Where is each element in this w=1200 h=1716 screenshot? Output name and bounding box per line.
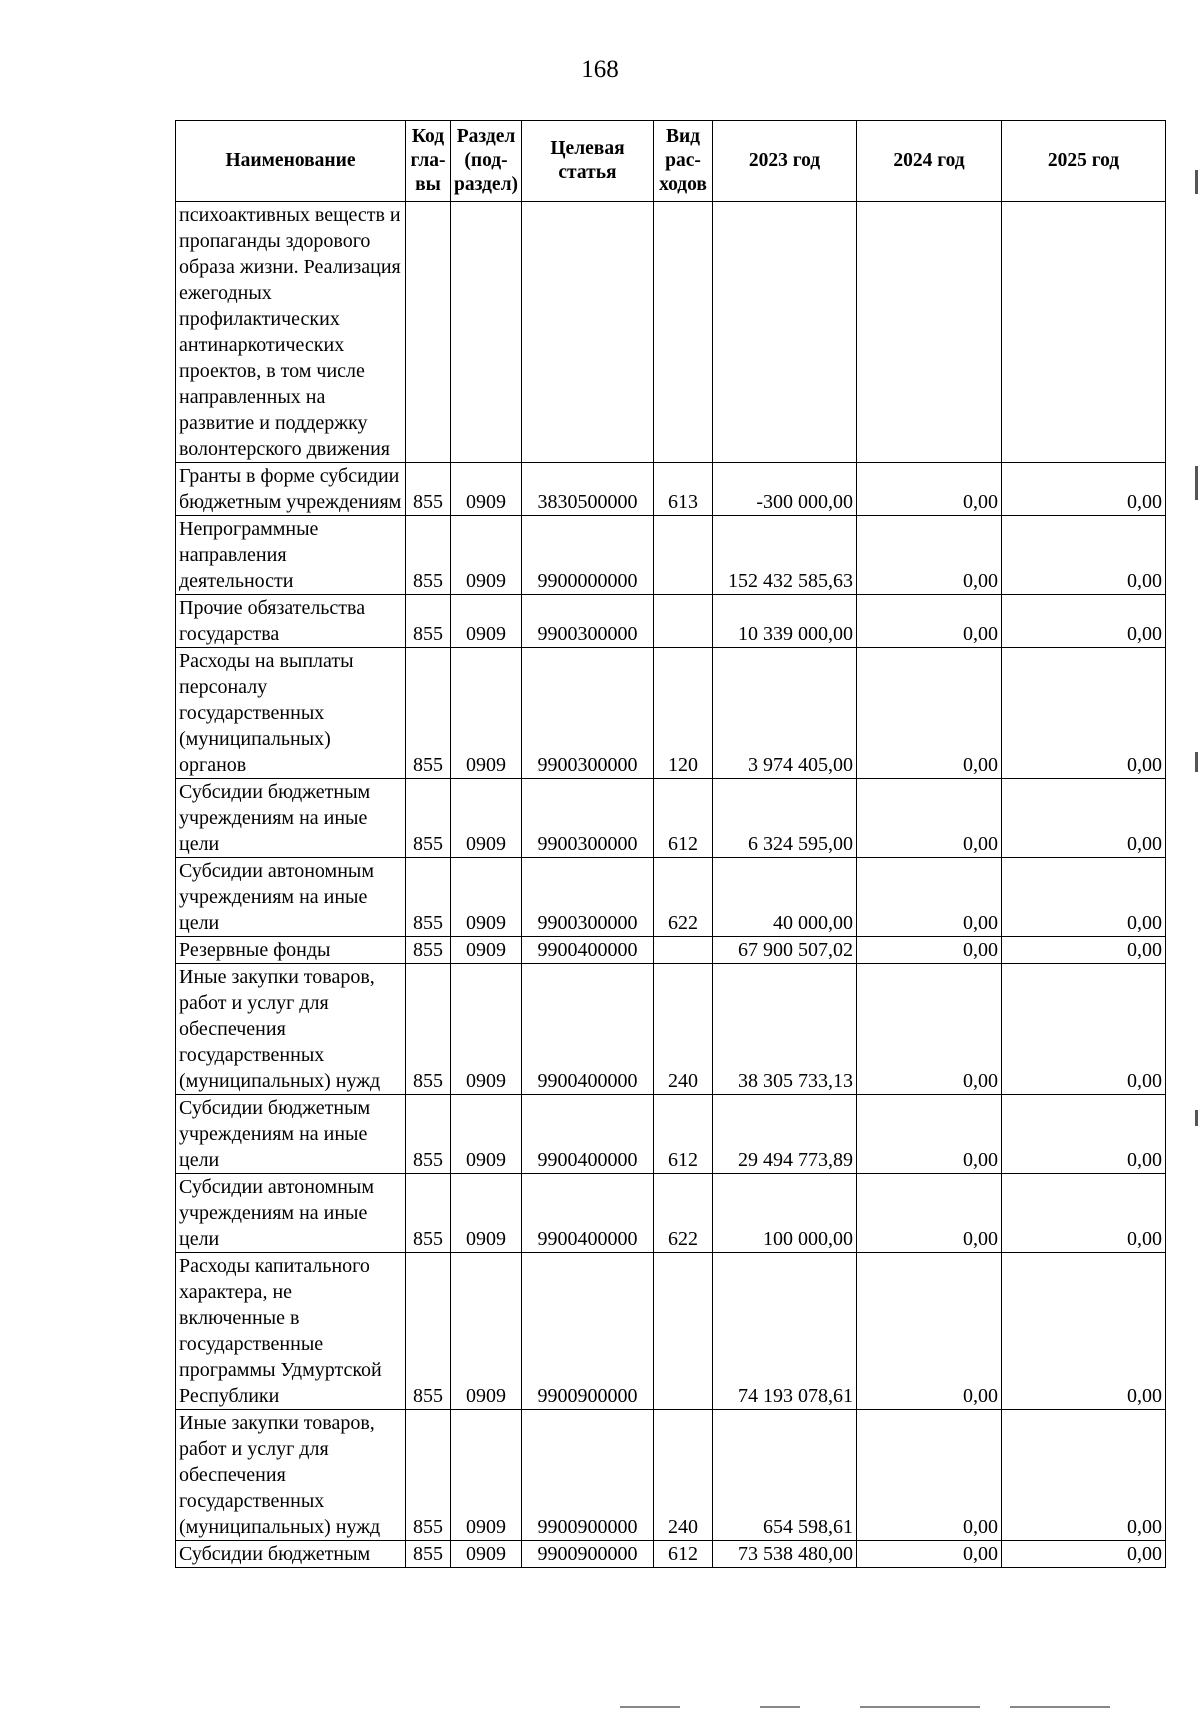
scan-artifact <box>1010 1706 1110 1708</box>
table-header-row <box>176 121 1166 202</box>
cell-target: 9900900000 <box>522 1410 654 1541</box>
cell-name: Иные закупки товаров, работ и услуг для обеспечения государственных (муниципальных) нужд <box>176 964 406 1095</box>
cell-2024: 0,00 <box>857 937 1002 964</box>
cell-2025: 0,00 <box>1002 516 1166 595</box>
cell-2024: 0,00 <box>857 964 1002 1095</box>
cell-kind: 120 <box>654 648 713 779</box>
cell-target: 9900300000 <box>522 648 654 779</box>
cell-section: 0909 <box>451 463 522 516</box>
cell-name: Субсидии автономным учреждениям на иные цели <box>176 1174 406 1253</box>
cell-section: 0909 <box>451 1410 522 1541</box>
cell-kind: 612 <box>654 1541 713 1568</box>
cell-name: Резервные фонды <box>176 937 406 964</box>
cell-2025: 0,00 <box>1002 964 1166 1095</box>
cell-code: 855 <box>406 1541 451 1568</box>
cell-section: 0909 <box>451 648 522 779</box>
cell-2024: 0,00 <box>857 858 1002 937</box>
cell-2023: 73 538 480,00 <box>713 1541 857 1568</box>
header-code: Код гла-вы <box>406 121 451 202</box>
cell-name: Иные закупки товаров, работ и услуг для обеспечения государственных (муниципальных) нужд <box>176 1410 406 1541</box>
cell-section: 0909 <box>451 779 522 858</box>
cell-kind: 612 <box>654 1095 713 1174</box>
cell-code: 855 <box>406 463 451 516</box>
cell-name: Субсидии бюджетным учреждениям на иные цели <box>176 779 406 858</box>
header-2025: 2025 год <box>1002 121 1166 202</box>
cell-2025: 0,00 <box>1002 937 1166 964</box>
header-2023: 2023 год <box>713 121 857 202</box>
cell-target: 9900400000 <box>522 937 654 964</box>
cell-kind: 240 <box>654 1410 713 1541</box>
cell-code: 855 <box>406 1410 451 1541</box>
cell-section: 0909 <box>451 1253 522 1410</box>
cell-name: психоактивных веществ и пропаганды здорового образа жизни. Реализация ежегодных профилактических антинаркотических проектов, в том числе направленных на развитие и поддержку волонтерского движения <box>176 202 406 463</box>
table-row <box>176 1095 1166 1174</box>
cell-kind: 622 <box>654 1174 713 1253</box>
cell-2024: 0,00 <box>857 1541 1002 1568</box>
table-row <box>176 1174 1166 1253</box>
cell-2025: 0,00 <box>1002 1541 1166 1568</box>
table-row <box>176 779 1166 858</box>
table-row <box>176 1253 1166 1410</box>
cell-2023: 38 305 733,13 <box>713 964 857 1095</box>
cell-2025: 0,00 <box>1002 595 1166 648</box>
cell-2025: 0,00 <box>1002 779 1166 858</box>
cell-code: 855 <box>406 964 451 1095</box>
cell-2023: 29 494 773,89 <box>713 1095 857 1174</box>
header-kind: Вид рас-ходов <box>654 121 713 202</box>
cell-code: 855 <box>406 937 451 964</box>
cell-kind <box>654 1253 713 1410</box>
cell-kind <box>654 202 713 463</box>
cell-code: 855 <box>406 1174 451 1253</box>
scan-artifact <box>760 1706 800 1708</box>
cell-target: 9900400000 <box>522 1095 654 1174</box>
cell-section: 0909 <box>451 964 522 1095</box>
cell-target: 9900300000 <box>522 858 654 937</box>
cell-2024: 0,00 <box>857 648 1002 779</box>
table-row <box>176 1541 1166 1568</box>
cell-2023: 654 598,61 <box>713 1410 857 1541</box>
cell-kind: 240 <box>654 964 713 1095</box>
cell-section: 0909 <box>451 937 522 964</box>
cell-2024: 0,00 <box>857 463 1002 516</box>
cell-kind <box>654 516 713 595</box>
cell-name: Расходы на выплаты персоналу государственных (муниципальных) органов <box>176 648 406 779</box>
cell-name: Прочие обязательства государства <box>176 595 406 648</box>
cell-target: 9900300000 <box>522 595 654 648</box>
cell-code: 855 <box>406 1095 451 1174</box>
header-section: Раздел (под-раздел) <box>451 121 522 202</box>
cell-2025: 0,00 <box>1002 858 1166 937</box>
scan-edge-mark <box>1195 1110 1198 1126</box>
cell-2024: 0,00 <box>857 1174 1002 1253</box>
cell-code: 855 <box>406 1253 451 1410</box>
cell-2025: 0,00 <box>1002 1174 1166 1253</box>
cell-2023 <box>713 202 857 463</box>
cell-code: 855 <box>406 779 451 858</box>
table-row <box>176 648 1166 779</box>
cell-2024: 0,00 <box>857 779 1002 858</box>
cell-2025: 0,00 <box>1002 1253 1166 1410</box>
cell-section: 0909 <box>451 595 522 648</box>
page-number: 168 <box>581 56 619 83</box>
cell-2024: 0,00 <box>857 1253 1002 1410</box>
cell-section: 0909 <box>451 1174 522 1253</box>
cell-name: Гранты в форме субсидии бюджетным учреждениям <box>176 463 406 516</box>
cell-2024 <box>857 202 1002 463</box>
table-body <box>176 202 1166 1568</box>
cell-2023: 10 339 000,00 <box>713 595 857 648</box>
cell-2024: 0,00 <box>857 1410 1002 1541</box>
cell-kind <box>654 595 713 648</box>
cell-2023: 6 324 595,00 <box>713 779 857 858</box>
cell-kind: 622 <box>654 858 713 937</box>
cell-2025: 0,00 <box>1002 1410 1166 1541</box>
cell-code: 855 <box>406 648 451 779</box>
cell-kind <box>654 937 713 964</box>
scan-artifact <box>620 1706 680 1708</box>
cell-target: 9900900000 <box>522 1541 654 1568</box>
cell-target <box>522 202 654 463</box>
cell-2023: 67 900 507,02 <box>713 937 857 964</box>
cell-target: 9900900000 <box>522 1253 654 1410</box>
cell-target: 9900000000 <box>522 516 654 595</box>
scan-edge-mark <box>1195 170 1198 194</box>
cell-2023: -300 000,00 <box>713 463 857 516</box>
cell-2024: 0,00 <box>857 1095 1002 1174</box>
header-name: Наименование <box>176 121 406 202</box>
cell-2025 <box>1002 202 1166 463</box>
table-row <box>176 202 1166 463</box>
scan-artifact <box>860 1706 980 1708</box>
cell-target: 9900300000 <box>522 779 654 858</box>
cell-section: 0909 <box>451 516 522 595</box>
table-row <box>176 1410 1166 1541</box>
table-row <box>176 463 1166 516</box>
scan-edge-mark <box>1195 752 1198 772</box>
table-row <box>176 937 1166 964</box>
cell-name: Непрограммные направления деятельности <box>176 516 406 595</box>
cell-kind: 612 <box>654 779 713 858</box>
cell-2025: 0,00 <box>1002 1095 1166 1174</box>
cell-name: Субсидии автономным учреждениям на иные цели <box>176 858 406 937</box>
cell-target: 3830500000 <box>522 463 654 516</box>
cell-name: Субсидии бюджетным <box>176 1541 406 1568</box>
cell-name: Субсидии бюджетным учреждениям на иные цели <box>176 1095 406 1174</box>
cell-section: 0909 <box>451 1541 522 1568</box>
cell-name: Расходы капитального характера, не включенные в государственные программы Удмуртской Республики <box>176 1253 406 1410</box>
cell-code: 855 <box>406 858 451 937</box>
cell-2025: 0,00 <box>1002 463 1166 516</box>
table-row <box>176 964 1166 1095</box>
cell-section: 0909 <box>451 858 522 937</box>
budget-table <box>175 120 1166 1568</box>
scan-edge-mark <box>1195 466 1198 500</box>
cell-target: 9900400000 <box>522 1174 654 1253</box>
cell-section: 0909 <box>451 1095 522 1174</box>
cell-2023: 74 193 078,61 <box>713 1253 857 1410</box>
table-row <box>176 516 1166 595</box>
header-target: Целевая статья <box>522 121 654 202</box>
cell-2024: 0,00 <box>857 516 1002 595</box>
cell-kind: 613 <box>654 463 713 516</box>
header-2024: 2024 год <box>857 121 1002 202</box>
cell-code <box>406 202 451 463</box>
table-row <box>176 858 1166 937</box>
cell-2023: 3 974 405,00 <box>713 648 857 779</box>
cell-2024: 0,00 <box>857 595 1002 648</box>
cell-section <box>451 202 522 463</box>
cell-2023: 40 000,00 <box>713 858 857 937</box>
cell-target: 9900400000 <box>522 964 654 1095</box>
cell-2023: 100 000,00 <box>713 1174 857 1253</box>
cell-2025: 0,00 <box>1002 648 1166 779</box>
cell-code: 855 <box>406 516 451 595</box>
table-row <box>176 595 1166 648</box>
cell-code: 855 <box>406 595 451 648</box>
cell-2023: 152 432 585,63 <box>713 516 857 595</box>
